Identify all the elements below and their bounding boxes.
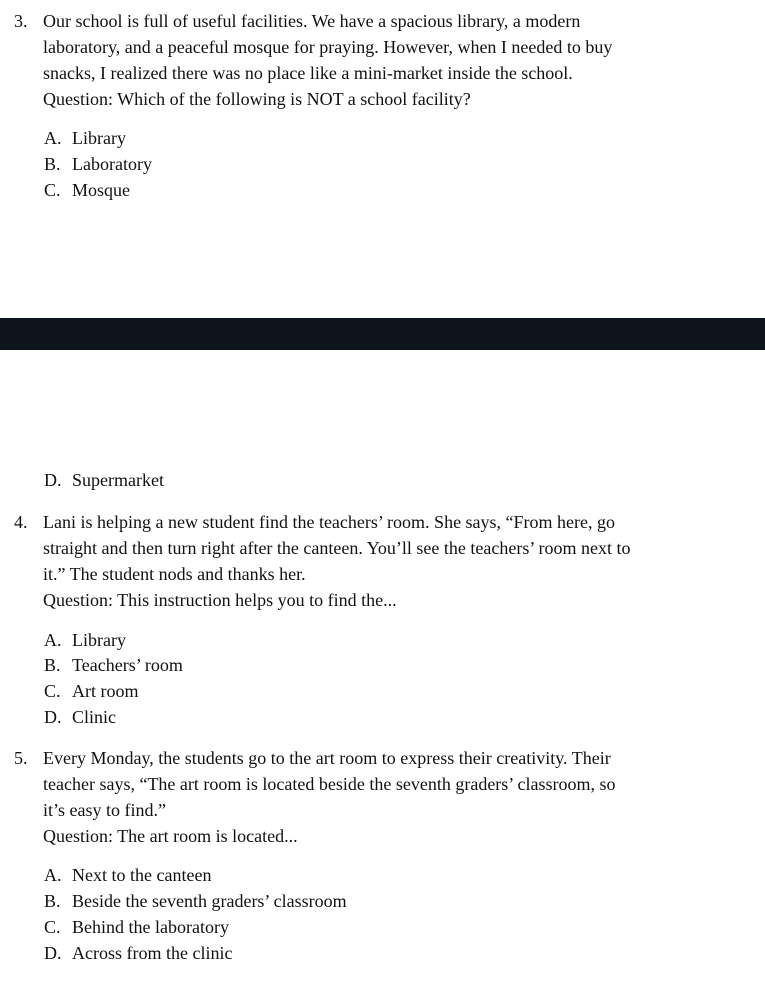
question-prompt: Question: Which of the following is NOT a school facility? xyxy=(43,89,471,109)
question-text-line: Lani is helping a new student find the teachers’ room. She says, “From here, go xyxy=(43,512,616,532)
question-text-line: straight and then turn right after the canteen. You’ll see the teachers’ room next to xyxy=(43,538,631,558)
question-text-line: Every Monday, the students go to the art room to express their creativity. Their xyxy=(43,748,611,768)
option-b[interactable]: B. Laboratory xyxy=(44,154,152,174)
question-text-line: laboratory, and a peaceful mosque for praying. However, when I needed to buy xyxy=(43,37,613,57)
option-a[interactable]: A. Library xyxy=(44,128,126,148)
question-text-line: it’s easy to find.” xyxy=(43,800,166,820)
option-c[interactable]: C. Behind the laboratory xyxy=(44,917,229,937)
question-prompt: Question: The art room is located... xyxy=(43,826,298,846)
option-a[interactable]: A. Next to the canteen xyxy=(44,865,212,885)
question-text-line: it.” The student nods and thanks her. xyxy=(43,564,306,584)
option-d[interactable]: D. Clinic xyxy=(44,707,116,727)
page-separator-bar xyxy=(0,318,765,350)
option-a[interactable]: A. Library xyxy=(44,630,126,650)
option-d[interactable]: D. Across from the clinic xyxy=(44,943,233,963)
option-d[interactable]: D. Supermarket xyxy=(44,470,164,490)
question-text-line: teacher says, “The art room is located beside the seventh graders’ classroom, so xyxy=(43,774,616,794)
question-text-line: Our school is full of useful facilities. We have a spacious library, a modern xyxy=(43,11,581,31)
question-text-line: snacks, I realized there was no place like a mini-market inside the school. xyxy=(43,63,573,83)
option-c[interactable]: C. Art room xyxy=(44,681,139,701)
option-c[interactable]: C. Mosque xyxy=(44,180,130,200)
option-b[interactable]: B. Beside the seventh graders’ classroom xyxy=(44,891,347,911)
option-b[interactable]: B. Teachers’ room xyxy=(44,655,183,675)
question-prompt: Question: This instruction helps you to find the... xyxy=(43,590,397,610)
